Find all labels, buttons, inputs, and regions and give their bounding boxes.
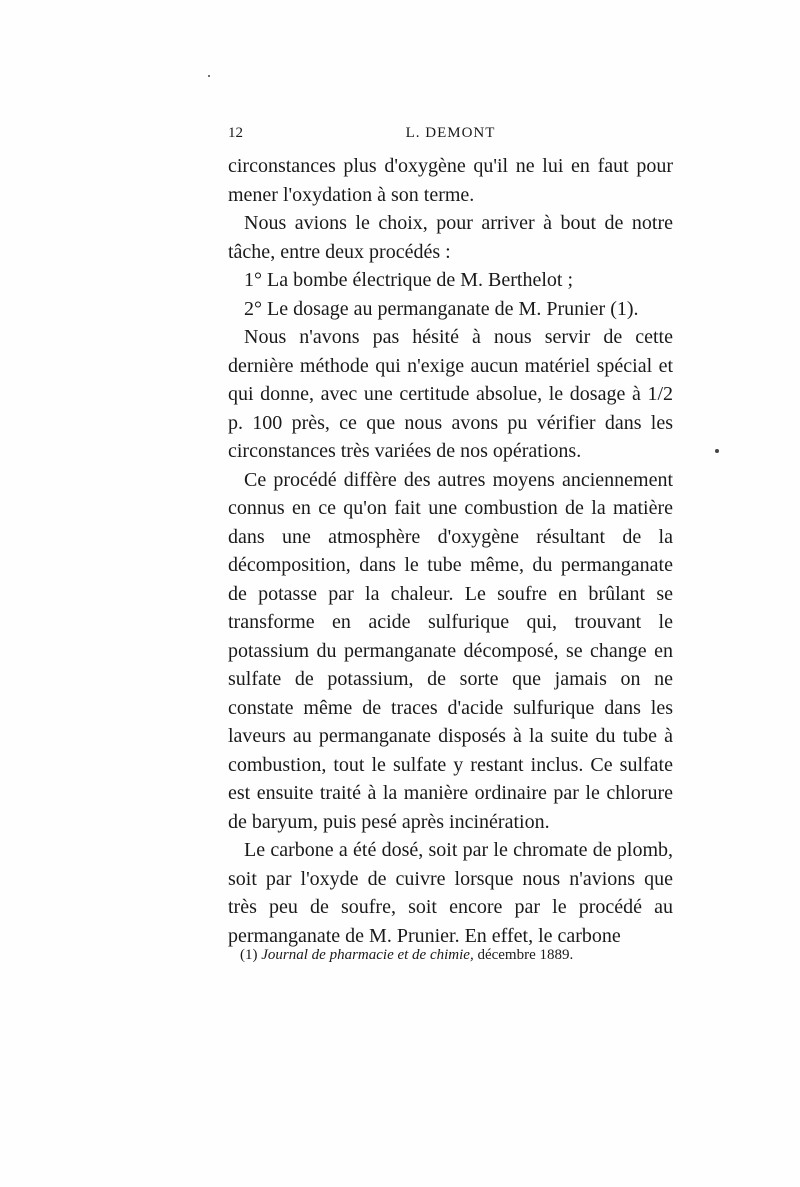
footnote-journal: Journal de pharmacie et de chimie, (261, 947, 474, 963)
paragraph-choice: Nous avions le choix, pour arriver à bout de notre tâche, entre deux procédés : (228, 212, 673, 263)
list-item-bombe: 1° La bombe électrique de M. Berthelot ; (244, 269, 574, 291)
footnote-marker: (1) (240, 947, 258, 963)
paragraph-continuation: circonstances plus d'oxygène qu'il ne lui en faut pour mener l'oxydation à son terme. (228, 155, 673, 206)
footnote-date: décembre 1889. (477, 947, 574, 963)
running-head: L. DEMONT (405, 125, 496, 141)
list-item-permanganate: 2° Le dosage au permanganate de M. Prunier (1). (244, 297, 639, 320)
page-header (228, 125, 673, 147)
body-text (228, 152, 673, 950)
ink-speck (208, 75, 210, 77)
ink-speck (715, 449, 719, 453)
paragraph-carbone: Le carbone a été dosé, soit par le chromate de plomb, soit par l'oxyde de cuivre lorsque nous n'avions que très peu de soufre, soit encore par le procédé au permanganate de M. Prunier. En effet, le carbone (228, 839, 673, 947)
page-number: 12 (228, 125, 243, 141)
footnote (240, 947, 673, 964)
paragraph-procede: Ce procédé diffère des autres moyens anciennement connus en ce qu'on fait une combustion de la matière dans une atmosphère d'oxygène résultant de la décomposition, dans le tube même, du permanganate de potasse par la chaleur. Le soufre en brûlant se transforme en acide sulfurique qui, trouvant le potassium du permanganate décomposé, se change en sulfate de potassium, de sorte que jamais on ne constate même de traces d'acide sulfurique dans les laveurs au permanganate disposés à la suite du tube à combustion, tout le sulfate y restant inclus. Ce sulfate est ensuite traité à la manière ordinaire par le chlorure de baryum, puis pesé après incinération. (228, 468, 673, 833)
paragraph-methode: Nous n'avons pas hésité à nous servir de cette dernière méthode qui n'exige aucun matériel spécial et qui donne, avec une certitude absolue, le dosage à 1/2 p. 100 près, ce que nous avons pu vérifier dans les circonstances très variées de nos opérations. (228, 326, 673, 462)
